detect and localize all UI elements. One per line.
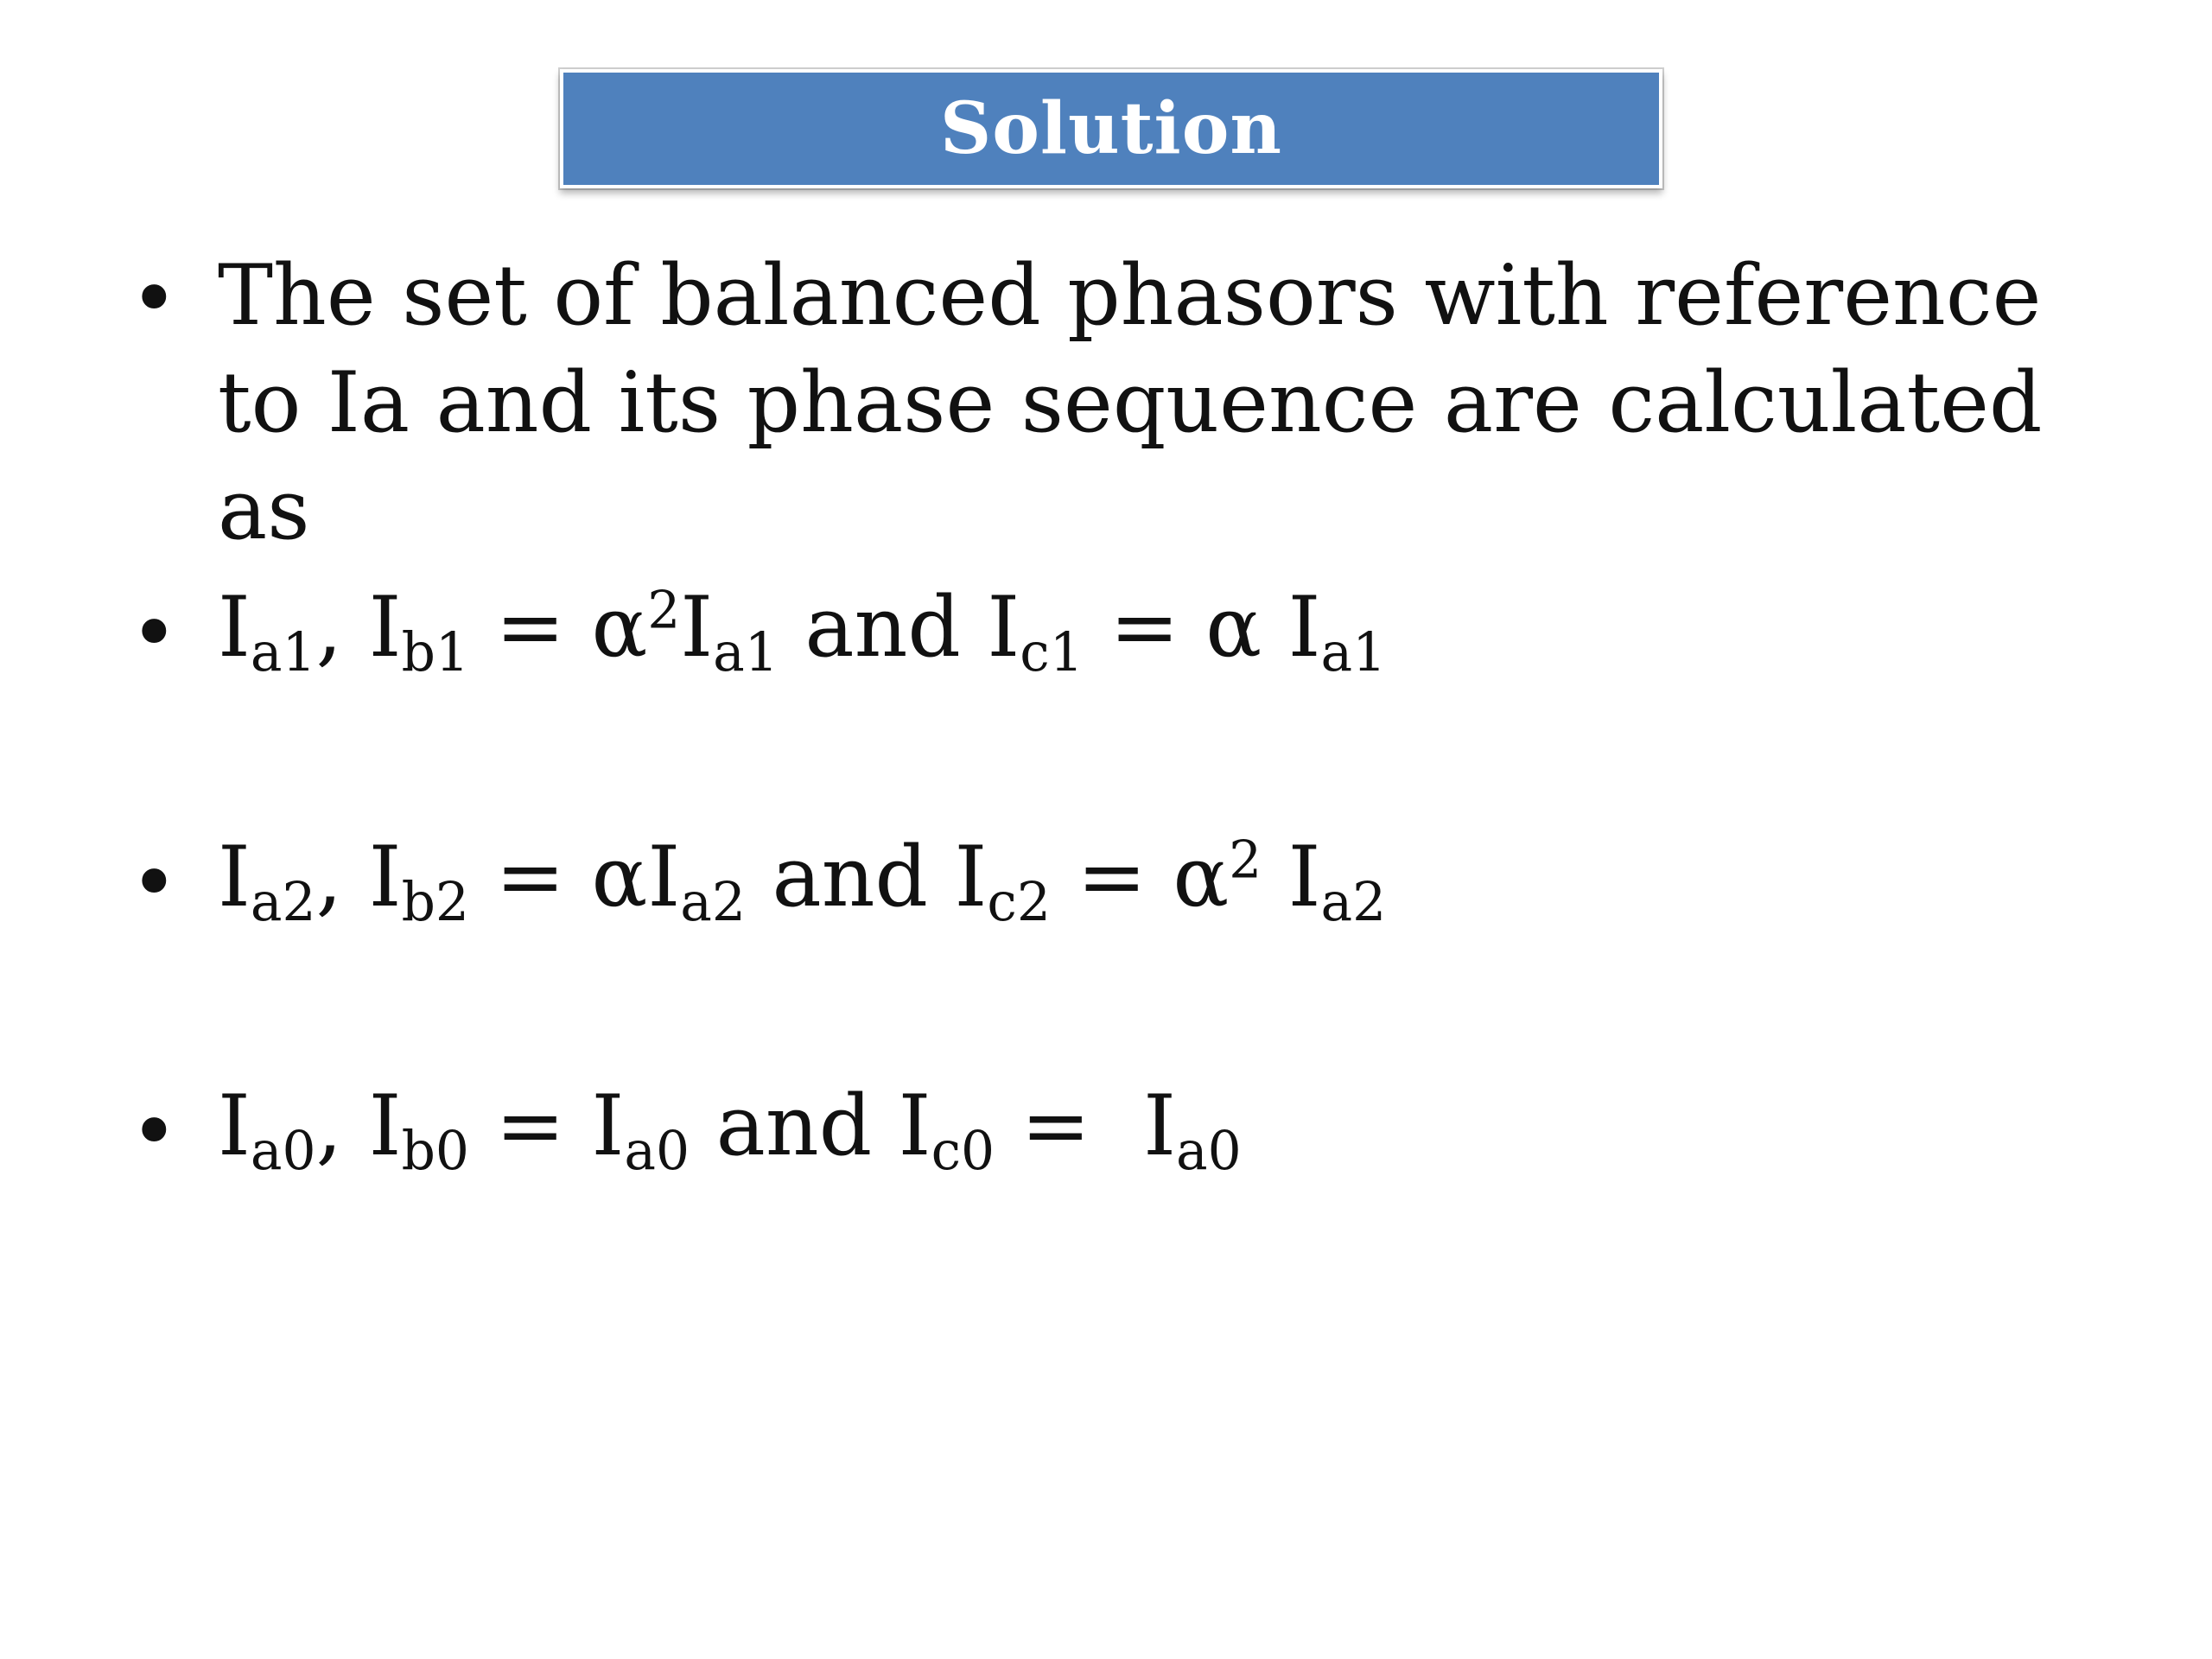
equation-positive-sequence: $I_{a1}$, $I_{b1} = \alpha^2I_{a1}$ and $I_{c1} = \alpha$ $I_{a1}$ — [218, 579, 1387, 684]
bullet-dot: • — [130, 1084, 179, 1180]
bullet-dot: • — [130, 585, 179, 682]
equation-zero-sequence: $I_{a0}$, $I_{b0} = I_{a0}$ and $I_{c0} = I_{a0}$ — [218, 1077, 1242, 1183]
bullet-dot: • — [130, 835, 179, 931]
slide-title: Solution — [939, 87, 1283, 170]
intro-text: The set of balanced phasors with reference to Ia and its phase sequence are calculated as — [218, 247, 2043, 558]
bullet-dot: • — [130, 251, 179, 347]
equation-negative-sequence: $I_{a2}$, $I_{b2} = \alpha I_{a2}$ and $I_{c2} = \alpha^2$ $I_{a2}$ — [218, 829, 1387, 934]
